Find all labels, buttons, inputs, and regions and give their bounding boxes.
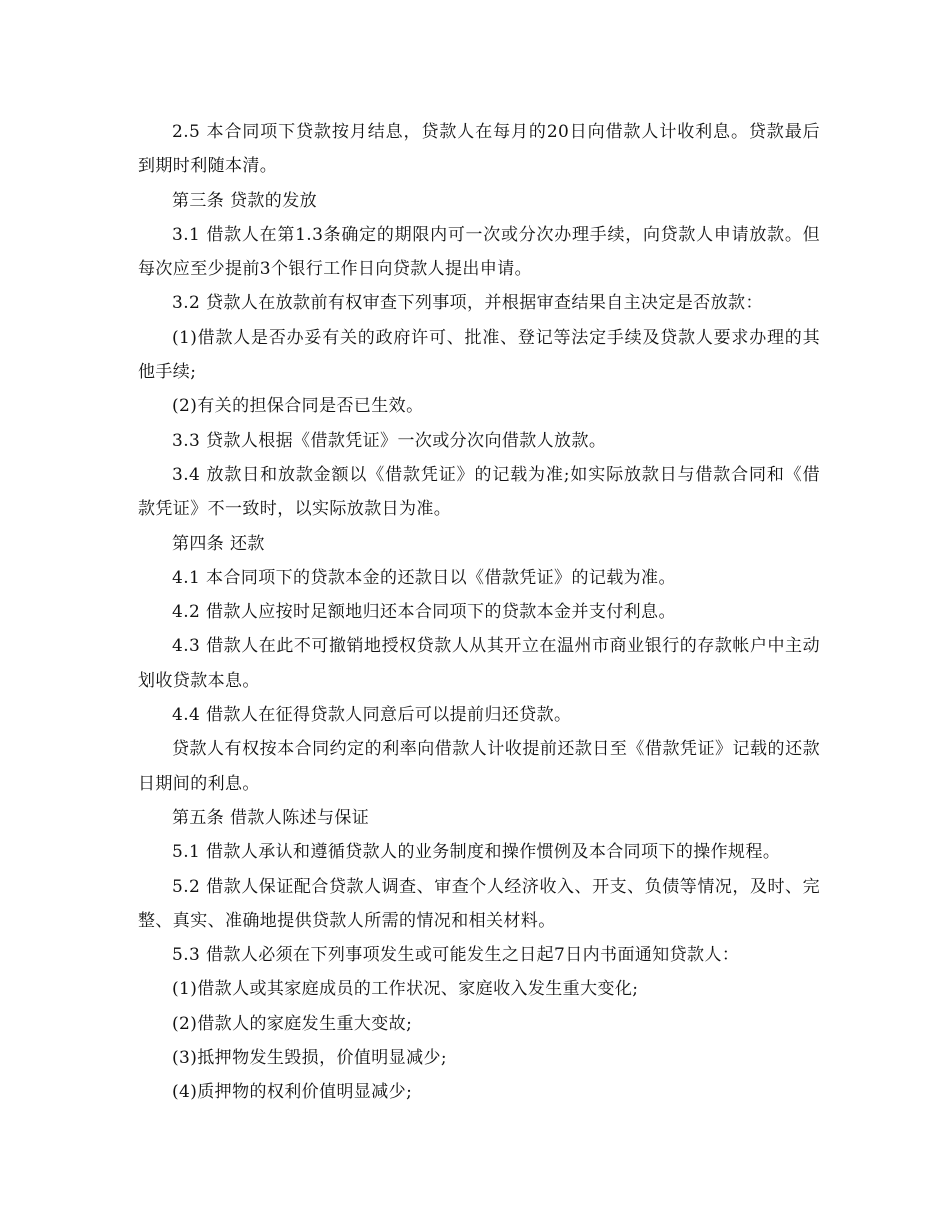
clause-4-3: 4.3 借款人在此不可撤销地授权贷款人从其开立在温州市商业银行的存款帐户中主动划收贷款本息。 [138, 636, 820, 691]
clause-4-1: 4.1 本合同项下的贷款本金的还款日以《借款凭证》的记载为准。 [172, 567, 676, 588]
clause-5-3-item-4: (4)质押物的权利价值明显减少; [172, 1082, 413, 1103]
clause-5-1: 5.1 借款人承认和遵循贷款人的业务制度和操作惯例及本合同项下的操作规程。 [172, 842, 781, 863]
clause-2-5: 2.5 本合同项下贷款按月结息，贷款人在每月的20日向借款人计收利息。贷款最后到期时利随本清。 [138, 122, 820, 177]
clause-3-2-item-1: (1)借款人是否办妥有关的政府许可、批准、登记等法定手续及贷款人要求办理的其他手续; [138, 327, 820, 383]
clause-5-3-item-3: (3)抵押物发生毁损，价值明显减少; [172, 1048, 448, 1069]
clause-3-2: 3.2 贷款人在放款前有权审查下列事项，并根据审查结果自主决定是否放款： [172, 293, 763, 314]
clause-5-3-item-2: (2)借款人的家庭发生重大变故; [172, 1013, 413, 1034]
clause-5-3-item-1: (1)借款人或其家庭成员的工作状况、家庭收入发生重大变化; [172, 979, 639, 1000]
clause-4-4-interest: 贷款人有权按本合同约定的利率向借款人计收提前还款日至《借款凭证》记载的还款日期间的利息。 [138, 739, 820, 794]
clause-4-2: 4.2 借款人应按时足额地归还本合同项下的贷款本金并支付利息。 [172, 602, 676, 623]
article-3-heading: 第三条 贷款的发放 [172, 190, 318, 211]
clause-4-4: 4.4 借款人在征得贷款人同意后可以提前归还贷款。 [172, 705, 572, 726]
clause-3-2-item-2: (2)有关的担保合同是否已生效。 [172, 396, 424, 417]
article-4-heading: 第四条 还款 [172, 533, 265, 554]
clause-3-1: 3.1 借款人在第1.3条确定的期限内可一次或分次办理手续，向贷款人申请放款。但每次应至少提前3个银行工作日向贷款人提出申请。 [138, 224, 820, 280]
article-5-heading: 第五条 借款人陈述与保证 [172, 807, 370, 828]
clause-5-3: 5.3 借款人必须在下列事项发生或可能发生之日起7日内书面通知贷款人： [172, 945, 740, 966]
clause-3-4: 3.4 放款日和放款金额以《借款凭证》的记载为准;如实际放款日与借款合同和《借款凭证》不一致时，以实际放款日为准。 [138, 464, 820, 520]
clause-3-3: 3.3 贷款人根据《借款凭证》一次或分次向借款人放款。 [172, 430, 607, 451]
clause-5-2: 5.2 借款人保证配合贷款人调查、审查个人经济收入、开支、负债等情况，及时、完整、真实、准确地提供贷款人所需的情况和相关材料。 [138, 876, 820, 931]
contract-page-body [138, 115, 820, 1110]
